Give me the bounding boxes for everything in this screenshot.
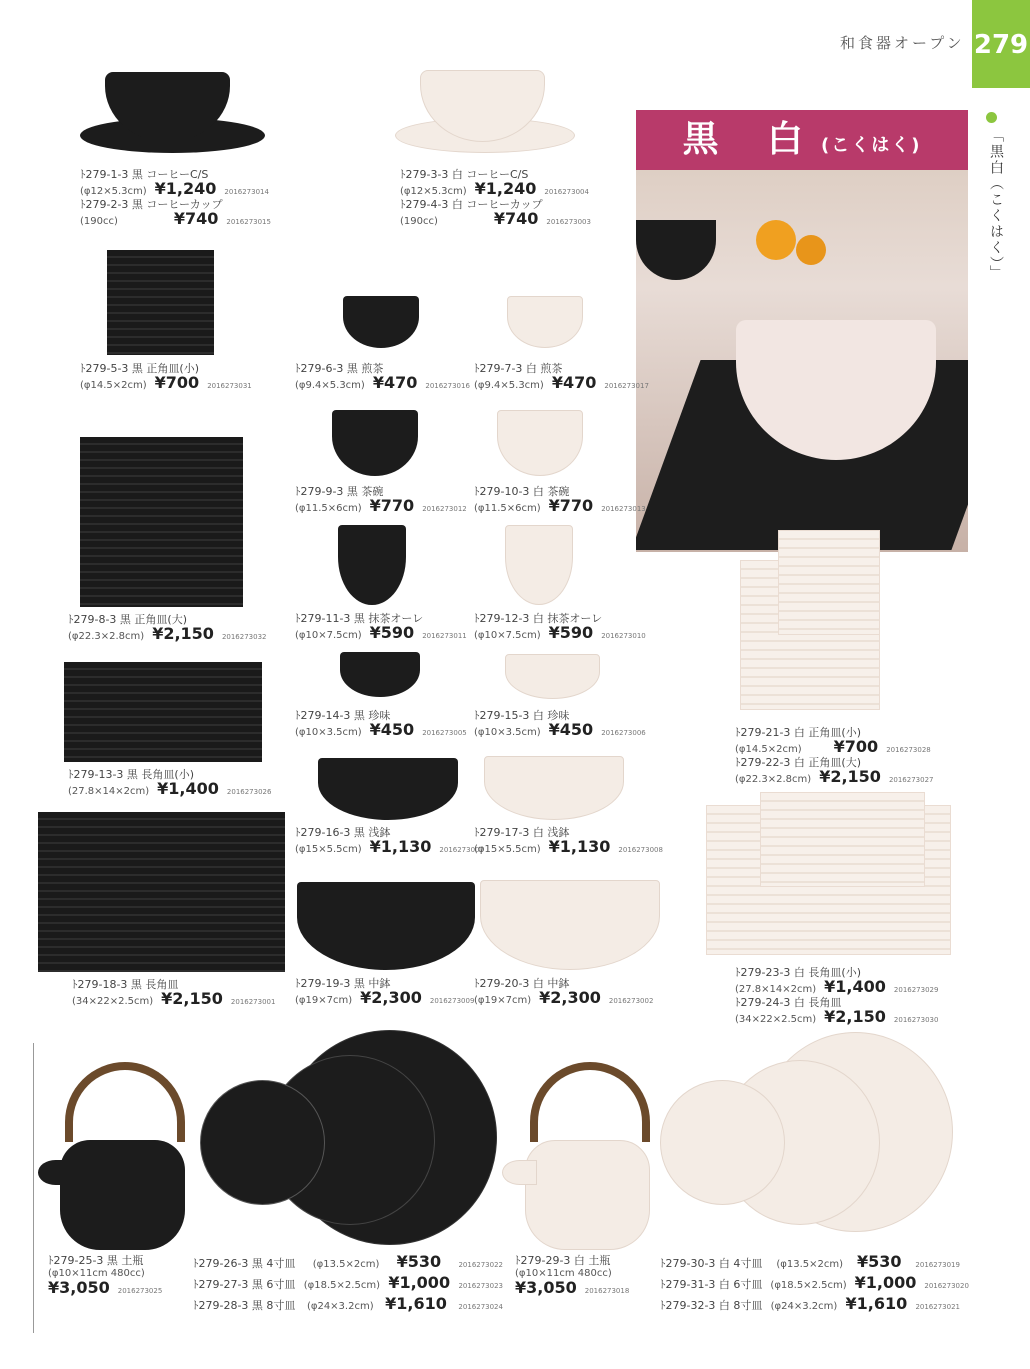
product-label-group: [80, 362, 252, 392]
product-price: ¥1,610: [385, 1294, 447, 1313]
photo-black-bowl: [636, 220, 716, 280]
product-name: ﾄ279-8-3 黒 正角皿(大): [68, 613, 188, 626]
series-banner: [636, 110, 968, 170]
product-label-group: [295, 362, 470, 392]
product-code: 2016273019: [915, 1261, 960, 1269]
product-code: 2016273002: [608, 997, 654, 1005]
product-size: (190cc): [80, 216, 118, 227]
product-price: ¥2,150: [824, 1007, 886, 1026]
page-number: 279: [972, 0, 1030, 88]
product-label-group: [295, 826, 484, 856]
white-teapot-handle: [530, 1062, 650, 1142]
photo-orange-fruit: [756, 220, 796, 260]
product-code: 2016273013: [601, 505, 646, 513]
product-price: ¥1,000: [854, 1273, 917, 1292]
banner-reading: (こくはく): [821, 135, 922, 156]
product-name: ﾄ279-18-3 黒 長角皿: [72, 978, 179, 991]
product-name: ﾄ279-12-3 白 抹茶オーレ: [474, 612, 603, 625]
product-label-group: [295, 977, 474, 1007]
product-name: ﾄ279-2-3 黒 コーヒーカップ: [80, 198, 223, 211]
product-price: ¥2,300: [360, 988, 422, 1007]
product-size: (φ11.5×6cm): [295, 503, 362, 514]
black-asabachi: [318, 758, 458, 820]
product-name: ﾄ279-7-3 白 煎茶: [474, 362, 563, 375]
product-price: ¥2,150: [161, 989, 223, 1008]
product-size: (φ18.5×2.5cm): [770, 1280, 847, 1291]
product-code: 2016273009: [429, 997, 475, 1005]
product-size: (φ10×3.5cm): [295, 727, 362, 738]
product-name: ﾄ279-13-3 黒 長角皿(小): [68, 768, 195, 781]
product-name: ﾄ279-5-3 黒 正角皿(小): [80, 362, 200, 375]
product-price: ¥700: [154, 373, 200, 392]
product-size: (φ9.4×5.3cm): [474, 380, 544, 391]
product-name: ﾄ279-29-3 白 土瓶: [515, 1254, 611, 1267]
product-code: 2016273015: [226, 218, 271, 226]
product-label-group: [68, 613, 266, 643]
product-code: 2016273014: [224, 188, 269, 196]
product-size: (φ10×11cm 480cc): [515, 1268, 612, 1279]
product-label-group: [474, 709, 646, 739]
product-code: 2016273011: [422, 632, 467, 640]
lifestyle-photo: [636, 110, 968, 552]
product-size: (190cc): [400, 216, 438, 227]
product-label-group: [474, 612, 646, 642]
product-size: (φ19×7cm): [474, 995, 532, 1006]
product-price: ¥2,300: [539, 988, 601, 1007]
product-name: ﾄ279-6-3 黒 煎茶: [295, 362, 384, 375]
product-size: (27.8×14×2cm): [68, 786, 150, 797]
product-size: (φ10×7.5cm): [295, 630, 362, 641]
product-size: (φ13.5×2cm): [776, 1259, 844, 1270]
product-price: ¥590: [369, 623, 415, 642]
list-item: [193, 1254, 503, 1271]
product-label-group: [735, 966, 938, 1026]
black-rect-plate-small: [64, 662, 262, 762]
product-name: ﾄ279-28-3 黒 8寸皿: [193, 1299, 296, 1312]
section-divider-line: [33, 1043, 34, 1333]
product-price: ¥770: [548, 496, 594, 515]
product-price: ¥530: [396, 1252, 442, 1271]
series-title: 和食器オープン: [840, 34, 965, 52]
list-item: [193, 1296, 503, 1313]
product-code: 2016273023: [458, 1282, 503, 1290]
product-code: 2016273007: [439, 846, 484, 854]
product-code: 2016273018: [584, 1287, 630, 1295]
product-code: 2016273008: [618, 846, 663, 854]
product-size: (φ15×5.5cm): [474, 844, 541, 855]
product-code: 2016273005: [422, 729, 467, 737]
product-code: 2016273022: [458, 1261, 503, 1269]
product-code: 2016273026: [226, 788, 272, 796]
white-plate-4sun: [660, 1080, 785, 1205]
banner-title: 黒 白: [682, 119, 822, 160]
black-matcha-cup: [338, 525, 406, 605]
product-name: ﾄ279-3-3 白 コーヒーC/S: [400, 168, 529, 181]
product-code: 2016273001: [230, 998, 276, 1006]
product-price: ¥1,400: [824, 977, 886, 996]
product-name: ﾄ279-4-3 白 コーヒーカップ: [400, 198, 543, 211]
product-price: ¥450: [548, 720, 594, 739]
product-name: ﾄ279-27-3 黒 6寸皿: [193, 1278, 296, 1291]
product-size: (φ10×11cm 480cc): [48, 1268, 145, 1279]
product-size: (φ13.5×2cm): [312, 1259, 380, 1270]
product-price: ¥2,150: [819, 767, 881, 786]
product-label-group: [72, 978, 275, 1008]
product-label-group: [400, 168, 591, 228]
product-name: ﾄ279-21-3 白 正角皿(小): [735, 726, 862, 739]
product-code: 2016273021: [915, 1303, 960, 1311]
product-name: ﾄ279-16-3 黒 浅鉢: [295, 826, 391, 839]
product-label-group: [474, 826, 663, 856]
product-code: 2016273032: [221, 633, 267, 641]
product-code: 2016273017: [604, 382, 649, 390]
product-name: ﾄ279-24-3 白 長角皿: [735, 996, 842, 1009]
product-size: (φ9.4×5.3cm): [295, 380, 365, 391]
product-name: ﾄ279-25-3 黒 土瓶: [48, 1254, 144, 1267]
product-code: 2016273031: [207, 382, 252, 390]
product-code: 2016273030: [893, 1016, 939, 1024]
product-code: 2016273020: [924, 1282, 969, 1290]
product-label-group: [515, 1254, 629, 1296]
black-teapot-spout: [38, 1160, 73, 1185]
product-label-group: [295, 709, 467, 739]
product-size: (φ11.5×6cm): [474, 503, 541, 514]
product-size: (34×22×2.5cm): [72, 996, 154, 1007]
product-name: ﾄ279-20-3 白 中鉢: [474, 977, 570, 990]
black-plate-4sun: [200, 1080, 325, 1205]
product-name: ﾄ279-14-3 黒 珍味: [295, 709, 391, 722]
product-label-group: [80, 168, 271, 228]
white-teapot: [525, 1140, 650, 1250]
product-size: (φ22.3×2.8cm): [735, 774, 812, 785]
white-asabachi: [484, 756, 624, 820]
product-price: ¥470: [551, 373, 597, 392]
product-name: ﾄ279-11-3 黒 抹茶オーレ: [295, 612, 424, 625]
side-series-label: 「黒白（こくはく）」: [988, 128, 1004, 281]
list-item: [193, 1275, 503, 1292]
black-square-plate-large: [80, 437, 243, 607]
product-label-group: [295, 485, 467, 515]
product-code: 2016273010: [601, 632, 646, 640]
product-price: ¥1,240: [474, 179, 537, 198]
product-price: ¥530: [856, 1252, 902, 1271]
product-price: ¥3,050: [48, 1278, 110, 1297]
product-label-group: [474, 362, 649, 392]
product-size: (φ14.5×2cm): [735, 744, 802, 755]
product-label-group: [68, 768, 271, 798]
product-size: (φ15×5.5cm): [295, 844, 362, 855]
black-chawan: [332, 410, 418, 476]
product-price: ¥3,050: [515, 1278, 577, 1297]
product-size: (φ24×3.2cm): [306, 1301, 374, 1312]
black-teapot-handle: [65, 1062, 185, 1142]
product-label-group: [474, 485, 646, 515]
product-code: 2016273003: [546, 218, 591, 226]
product-price: ¥770: [369, 496, 415, 515]
white-matcha-cup: [505, 525, 573, 605]
product-code: 2016273004: [544, 188, 589, 196]
white-teapot-spout: [502, 1160, 537, 1185]
product-name: ﾄ279-17-3 白 浅鉢: [474, 826, 570, 839]
product-label-group: [474, 977, 653, 1007]
list-item: [660, 1273, 969, 1292]
photo-orange-fruit: [796, 235, 826, 265]
product-code: 2016273028: [886, 746, 931, 754]
product-name: ﾄ279-15-3 白 珍味: [474, 709, 570, 722]
product-price: ¥2,150: [152, 624, 214, 643]
white-sencha-cup: [507, 296, 583, 348]
white-chinmi-bowl: [505, 654, 600, 699]
product-price: ¥590: [548, 623, 594, 642]
product-size: (φ19×7cm): [295, 995, 353, 1006]
product-name: ﾄ279-30-3 白 4寸皿: [660, 1257, 763, 1270]
side-bullet-icon: [986, 112, 997, 123]
black-sencha-cup: [343, 296, 419, 348]
product-code: 2016273027: [888, 776, 934, 784]
product-size: (34×22×2.5cm): [735, 1014, 817, 1025]
product-price: ¥740: [493, 209, 539, 228]
product-price: ¥450: [369, 720, 415, 739]
product-code: 2016273024: [458, 1303, 503, 1311]
product-code: 2016273025: [117, 1287, 163, 1295]
product-price: ¥1,240: [154, 179, 217, 198]
black-chinmi-bowl: [340, 652, 420, 697]
black-teapot: [60, 1140, 185, 1250]
product-name: ﾄ279-1-3 黒 コーヒーC/S: [80, 168, 209, 181]
product-price: ¥740: [173, 209, 219, 228]
product-price: ¥1,000: [388, 1273, 451, 1292]
product-size: (φ18.5×2.5cm): [303, 1280, 380, 1291]
black-nakabachi: [297, 882, 475, 970]
product-code: 2016273012: [422, 505, 467, 513]
product-label-group: [735, 726, 933, 786]
product-label-group: [295, 612, 467, 642]
white-rect-plate-small: [760, 792, 925, 887]
product-label-group: [48, 1254, 162, 1296]
product-name: ﾄ279-26-3 黒 4寸皿: [193, 1257, 296, 1270]
black-square-plate-small: [107, 250, 214, 355]
product-size: (φ22.3×2.8cm): [68, 631, 145, 642]
product-name: ﾄ279-9-3 黒 茶碗: [295, 485, 384, 498]
product-name: ﾄ279-19-3 黒 中鉢: [295, 977, 391, 990]
product-name: ﾄ279-22-3 白 正角皿(大): [735, 756, 862, 769]
product-size: (φ10×7.5cm): [474, 630, 541, 641]
black-rect-plate-large: [38, 812, 285, 972]
product-price: ¥1,130: [369, 837, 432, 856]
product-size: (φ14.5×2cm): [80, 380, 147, 391]
product-name: ﾄ279-31-3 白 6寸皿: [660, 1278, 763, 1291]
white-chawan: [497, 410, 583, 476]
product-price: ¥470: [372, 373, 418, 392]
product-name: ﾄ279-32-3 白 8寸皿: [660, 1299, 763, 1312]
list-item: [660, 1296, 960, 1313]
white-square-plate-small: [778, 530, 880, 635]
product-size: (φ12×5.3cm): [400, 186, 467, 197]
product-size: (φ12×5.3cm): [80, 186, 147, 197]
product-code: 2016273006: [601, 729, 646, 737]
product-price: ¥1,130: [548, 837, 611, 856]
product-price: ¥1,400: [157, 779, 219, 798]
product-name: ﾄ279-10-3 白 茶碗: [474, 485, 570, 498]
product-price: ¥1,610: [845, 1294, 908, 1313]
product-code: 2016273029: [893, 986, 939, 994]
product-name: ﾄ279-23-3 白 長角皿(小): [735, 966, 862, 979]
product-size: (φ10×3.5cm): [474, 727, 541, 738]
product-size: (27.8×14×2cm): [735, 984, 817, 995]
product-code: 2016273016: [425, 382, 470, 390]
product-size: (φ24×3.2cm): [770, 1301, 838, 1312]
white-nakabachi: [480, 880, 660, 970]
list-item: [660, 1254, 960, 1271]
white-plate-list: [660, 1252, 969, 1313]
product-price: ¥700: [833, 737, 879, 756]
black-plate-list: [193, 1254, 503, 1313]
